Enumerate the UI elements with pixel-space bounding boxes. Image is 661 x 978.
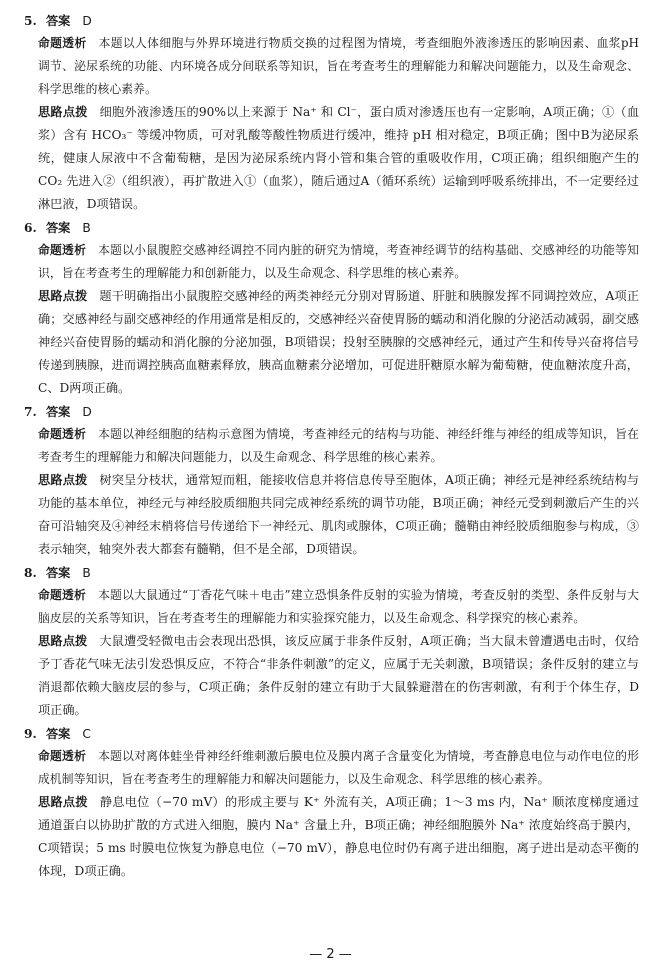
analysis-paragraph (38, 423, 639, 469)
question-8 (24, 562, 639, 722)
question-6 (24, 217, 639, 400)
hint-label: 思路点拨 (38, 473, 88, 487)
question-number: 8. (24, 566, 37, 580)
analysis-paragraph (38, 239, 639, 285)
question-header (24, 10, 639, 32)
answer-label: 答案 (46, 405, 71, 419)
analysis-text: 本题以人体细胞与外界环境进行物质交换的过程图为情境，考查细胞外液渗透压的影响因素、血浆pH调节、泌尿系统的功能、内环境各成分间联系等知识，旨在考查考生的理解能力和解决问题能力，以及生命观念、科学思维的核心素养。 (38, 36, 639, 96)
question-5 (24, 10, 639, 216)
question-number: 6. (24, 221, 37, 235)
analysis-text: 本题以神经细胞的结构示意图为情境，考查神经元的结构与功能、神经纤维与神经的组成等知识，旨在考查考生的理解能力和解决问题能力，以及生命观念、科学思维的核心素养。 (38, 427, 639, 464)
answer-value: D (82, 405, 92, 419)
analysis-text: 本题以大鼠通过“丁香花气味＋电击”建立恐惧条件反射的实验为情境，考查反射的类型、条件反射与大脑皮层的关系等知识，旨在考查考生的理解能力和实验探究能力，以及生命观念、科学探究的核心素养。 (38, 588, 639, 625)
analysis-label: 命题透析 (38, 588, 87, 602)
analysis-label: 命题透析 (38, 427, 87, 441)
answer-label: 答案 (46, 14, 71, 28)
hint-paragraph (38, 285, 639, 400)
hint-text: 细胞外液渗透压的90%以上来源于 Na⁺ 和 Cl⁻，蛋白质对渗透压也有一定影响，A项正确；①（血浆）含有 HCO₃⁻ 等缓冲物质，可对乳酸等酸性物质进行缓冲，维持 pH 相对稳定，B项正确；图中B为泌尿系统，健康人尿液中不含葡萄糖，是因为泌尿系统内肾小管和集合管的重吸收作用，C项正确；组织细胞产生的 CO₂ 先进入②（组织液），再扩散进入①（血浆），随后通过A（循环系统）运输到呼吸系统排出，不一定要经过淋巴液，D项错误。 (38, 105, 640, 211)
question-header (24, 562, 639, 584)
analysis-paragraph (38, 584, 639, 630)
analysis-text: 本题以小鼠腹腔交感神经调控不同内脏的研究为情境，考查神经调节的结构基础、交感神经的功能等知识，旨在考查考生的理解能力和创新能力，以及生命观念、科学思维的核心素养。 (38, 243, 639, 280)
analysis-label: 命题透析 (38, 243, 87, 257)
question-number: 7. (24, 405, 37, 419)
question-number: 9. (24, 727, 37, 741)
hint-text: 大鼠遭受轻微电击会表现出恐惧，该反应属于非条件反射，A项正确；当大鼠未曾遭遇电击时，仅给予丁香花气味无法引发恐惧反应，不符合“非条件刺激”的定义，应属于无关刺激，B项错误；条件反射的建立与消退都依赖大脑皮层的参与，C项正确；条件反射的建立有助于大鼠躲避潜在的伤害刺激，有利于个体生存，D项正确。 (38, 634, 640, 717)
answer-value: B (82, 566, 91, 580)
analysis-label: 命题透析 (38, 36, 87, 50)
answer-value: C (82, 727, 91, 741)
hint-paragraph (38, 469, 639, 561)
question-header (24, 217, 639, 239)
analysis-paragraph (38, 745, 639, 791)
hint-label: 思路点拨 (38, 105, 88, 119)
hint-text: 树突呈分枝状，通常短而粗，能接收信息并将信息传导至胞体，A项正确；神经元是神经系统结构与功能的基本单位，神经元与神经胶质细胞共同完成神经系统的调节功能，B项正确；神经元受到刺激后产生的兴奋可沿轴突及④神经末梢将信号传递给下一神经元、肌肉或腺体，C项正确；髓鞘由神经胶质细胞参与构成，③表示轴突，轴突外表大都套有髓鞘，但不是全部，D项错误。 (38, 473, 640, 556)
hint-text: 题干明确指出小鼠腹腔交感神经的两类神经元分别对胃肠道、肝脏和胰腺发挥不同调控效应，A项正确；交感神经与副交感神经的作用通常是相反的，交感神经兴奋使胃肠的蠕动和消化腺的分泌活动减弱，副交感神经兴奋使胃肠的蠕动和消化腺的分泌加强，B项错误；投射至胰腺的交感神经元，通过产生和传导兴奋将信号传递到胰腺，进而调控胰高血糖素释放，胰高血糖素分泌增加，可促进肝糖原水解为葡萄糖，使血糖浓度升高，C、D两项正确。 (38, 289, 640, 395)
answer-value: B (82, 221, 91, 235)
hint-paragraph (38, 101, 639, 216)
answer-label: 答案 (46, 727, 71, 741)
question-7 (24, 401, 639, 561)
hint-label: 思路点拨 (38, 634, 88, 648)
question-header (24, 723, 639, 745)
hint-text: 静息电位（−70 mV）的形成主要与 K⁺ 外流有关，A项正确；1～3 ms 内，Na⁺ 顺浓度梯度通过通道蛋白以协助扩散的方式进入细胞，膜内 Na⁺ 含量上升，B项正确；神经细胞膜外 Na⁺ 浓度始终高于膜内，C项错误；5 ms 时膜电位恢复为静息电位（−70 mV），静息电位时仍有离子进出细胞，离子进出是动态平衡的体现，D项正确。 (38, 795, 640, 878)
answer-label: 答案 (46, 221, 71, 235)
question-9 (24, 723, 639, 883)
analysis-text: 本题以对离体蛙坐骨神经纤维刺激后膜电位及膜内离子含量变化为情境，考查静息电位与动作电位的形成机制等知识，旨在考查考生的理解能力和解决问题能力，以及生命观念、科学思维的核心素养。 (38, 749, 639, 786)
hint-label: 思路点拨 (38, 289, 88, 303)
question-header (24, 401, 639, 423)
hint-label: 思路点拨 (38, 795, 88, 809)
analysis-paragraph (38, 32, 639, 101)
answer-value: D (82, 14, 92, 28)
hint-paragraph (38, 791, 639, 883)
answer-label: 答案 (46, 566, 71, 580)
hint-paragraph (38, 630, 639, 722)
page-number: — 2 — (309, 947, 352, 962)
question-number: 5. (24, 14, 37, 28)
analysis-label: 命题透析 (38, 749, 87, 763)
